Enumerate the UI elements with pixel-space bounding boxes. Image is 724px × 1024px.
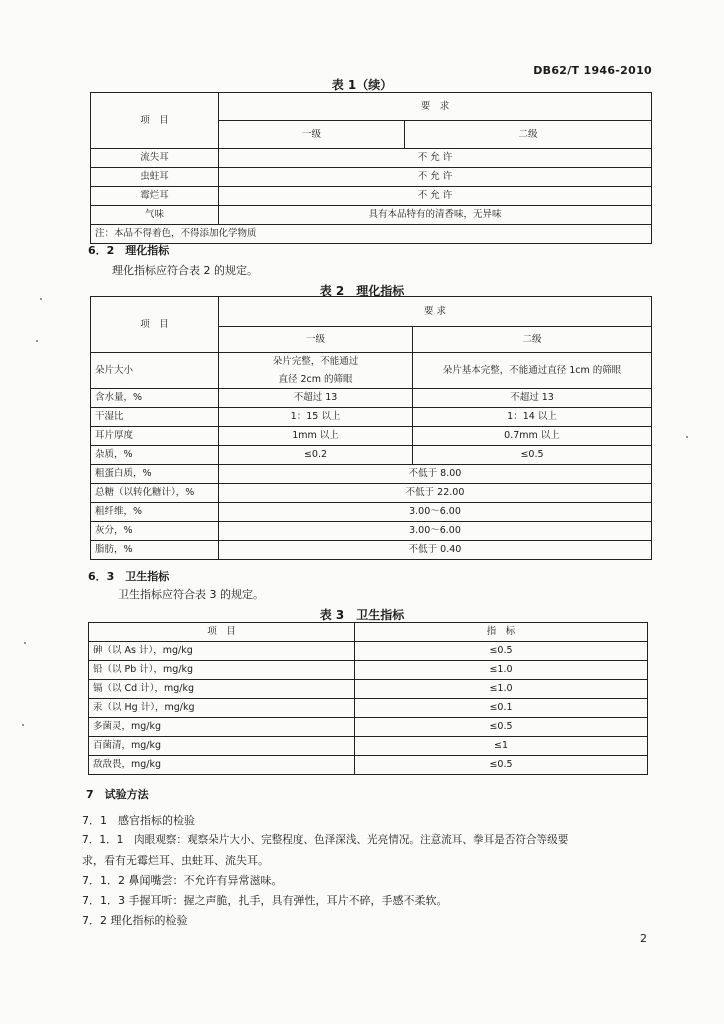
table-row (91, 427, 652, 446)
row-value: ≤0.5 (355, 642, 648, 661)
row-name: 朵片大小 (91, 353, 219, 389)
table2-caption: 表 2 理化指标 (319, 284, 405, 298)
row-value: ≤1 (355, 737, 648, 756)
row-name: 灰分，% (91, 522, 219, 541)
row-name: 脂肪，% (91, 541, 219, 560)
table3-item-header: 项 目 (89, 623, 355, 642)
table-row (91, 465, 652, 484)
table-row (91, 522, 652, 541)
row-grade2: 朵片基本完整，不能通过直径 1cm 的筛眼 (413, 353, 652, 389)
table2 (90, 296, 652, 560)
row-name: 百菌清，mg/kg (89, 737, 355, 756)
table-row (91, 168, 652, 187)
table-row (89, 680, 648, 699)
table2-req-header: 要 求 (219, 297, 652, 327)
section-7-1-1-line2: 求，看有无霉烂耳、虫蛀耳、流失耳。 (82, 854, 269, 867)
row-name: 总糖（以转化糖计），% (91, 484, 219, 503)
row-name: 多菌灵，mg/kg (89, 718, 355, 737)
section-7-1-title: 7．1 感官指标的检验 (82, 814, 195, 827)
row-name: 杂质，% (91, 446, 219, 465)
table3 (88, 622, 648, 775)
scan-speck (22, 724, 24, 726)
row-name: 气味 (91, 206, 219, 225)
scan-speck (686, 436, 688, 438)
row-name: 霉烂耳 (91, 187, 219, 206)
row-grade1: 1mm 以上 (219, 427, 413, 446)
row-grade1-line2: 直径 2cm 的筛眼 (278, 373, 353, 385)
section-7-1-1-line1: 7．1．1 肉眼观察：观察朵片大小、完整程度、色泽深浅、光亮情况。注意流耳、拳耳是否符合等级要 (82, 834, 569, 846)
table1-grade2: 二级 (405, 121, 652, 149)
table-row (89, 756, 648, 775)
row-name: 敌敌畏，mg/kg (89, 756, 355, 775)
table-row (89, 737, 648, 756)
row-value: 不 允 许 (219, 168, 652, 187)
table1-req-header: 要 求 (219, 93, 652, 121)
scan-speck (36, 340, 38, 342)
section-7-2-title: 7．2 理化指标的检验 (82, 914, 188, 927)
table2-item-header: 项 目 (91, 297, 219, 353)
section-6-2-text: 理化指标应符合表 2 的规定。 (112, 264, 258, 277)
table2-grade1: 一级 (219, 327, 413, 353)
table1-caption: 表 1（续） (331, 78, 393, 92)
row-value: 不 允 许 (219, 187, 652, 206)
row-grade1 (219, 353, 413, 389)
table-row (89, 642, 648, 661)
section-7-1-3: 7．1．3 手握耳听：握之声脆，扎手，具有弹性，耳片不碎，手感不柔软。 (82, 894, 448, 907)
row-grade2: 0.7mm 以上 (413, 427, 652, 446)
row-name: 铅（以 Pb 计），mg/kg (89, 661, 355, 680)
table-row (91, 541, 652, 560)
table-row (91, 206, 652, 225)
table-row (91, 149, 652, 168)
row-name: 粗纤维，% (91, 503, 219, 522)
table-row (91, 353, 652, 389)
section-6-3-text: 卫生指标应符合表 3 的规定。 (118, 588, 264, 601)
row-name: 含水量，% (91, 389, 219, 408)
row-name: 镉（以 Cd 计），mg/kg (89, 680, 355, 699)
row-grade2: 1：14 以上 (413, 408, 652, 427)
page-number: 2 (640, 932, 647, 945)
table1-item-header: 项 目 (91, 93, 219, 149)
row-name: 砷（以 As 计），mg/kg (89, 642, 355, 661)
row-grade1: ≤0.2 (219, 446, 413, 465)
table-row (91, 503, 652, 522)
table-row (89, 699, 648, 718)
row-grade1: 1：15 以上 (219, 408, 413, 427)
table3-caption: 表 3 卫生指标 (319, 608, 405, 622)
row-value: 不低于 0.40 (219, 541, 652, 560)
row-name: 耳片厚度 (91, 427, 219, 446)
section-7-title: 7 试验方法 (86, 788, 149, 801)
row-name: 虫蛀耳 (91, 168, 219, 187)
row-grade1: 不超过 13 (219, 389, 413, 408)
table1-grade1: 一级 (219, 121, 405, 149)
table1-note: 注：本品不得着色，不得添加化学物质 (91, 225, 652, 244)
scan-speck (24, 642, 26, 644)
row-name: 粗蛋白质，% (91, 465, 219, 484)
row-value: 不低于 22.00 (219, 484, 652, 503)
table-row (91, 484, 652, 503)
row-value: 具有本品特有的清香味，无异味 (219, 206, 652, 225)
row-value: ≤0.5 (355, 756, 648, 775)
table-row (91, 408, 652, 427)
table1 (90, 92, 652, 244)
row-grade2: 不超过 13 (413, 389, 652, 408)
table-row (91, 446, 652, 465)
table-row (91, 389, 652, 408)
row-grade2: ≤0.5 (413, 446, 652, 465)
row-value: ≤0.1 (355, 699, 648, 718)
section-6-3-title: 6．3 卫生指标 (88, 570, 170, 583)
row-value: ≤0.5 (355, 718, 648, 737)
table-row (89, 661, 648, 680)
standard-number: DB62/T 1946-2010 (533, 64, 652, 77)
row-value: ≤1.0 (355, 680, 648, 699)
row-value: 不低于 8.00 (219, 465, 652, 484)
section-6-2-title: 6．2 理化指标 (88, 244, 170, 257)
row-value: ≤1.0 (355, 661, 648, 680)
table-row (89, 718, 648, 737)
table-row (91, 187, 652, 206)
scan-speck (40, 298, 42, 300)
row-value: 3.00～6.00 (219, 522, 652, 541)
row-name: 汞（以 Hg 计），mg/kg (89, 699, 355, 718)
row-grade1-line1: 朵片完整，不能通过 (272, 355, 359, 367)
table3-index-header: 指 标 (355, 623, 648, 642)
section-7-1-2: 7．1．2 鼻闻嘴尝：不允许有异常滋味。 (82, 874, 283, 887)
row-name: 流失耳 (91, 149, 219, 168)
row-name: 干湿比 (91, 408, 219, 427)
row-value: 3.00～6.00 (219, 503, 652, 522)
table2-grade2: 二级 (413, 327, 652, 353)
row-value: 不 允 许 (219, 149, 652, 168)
